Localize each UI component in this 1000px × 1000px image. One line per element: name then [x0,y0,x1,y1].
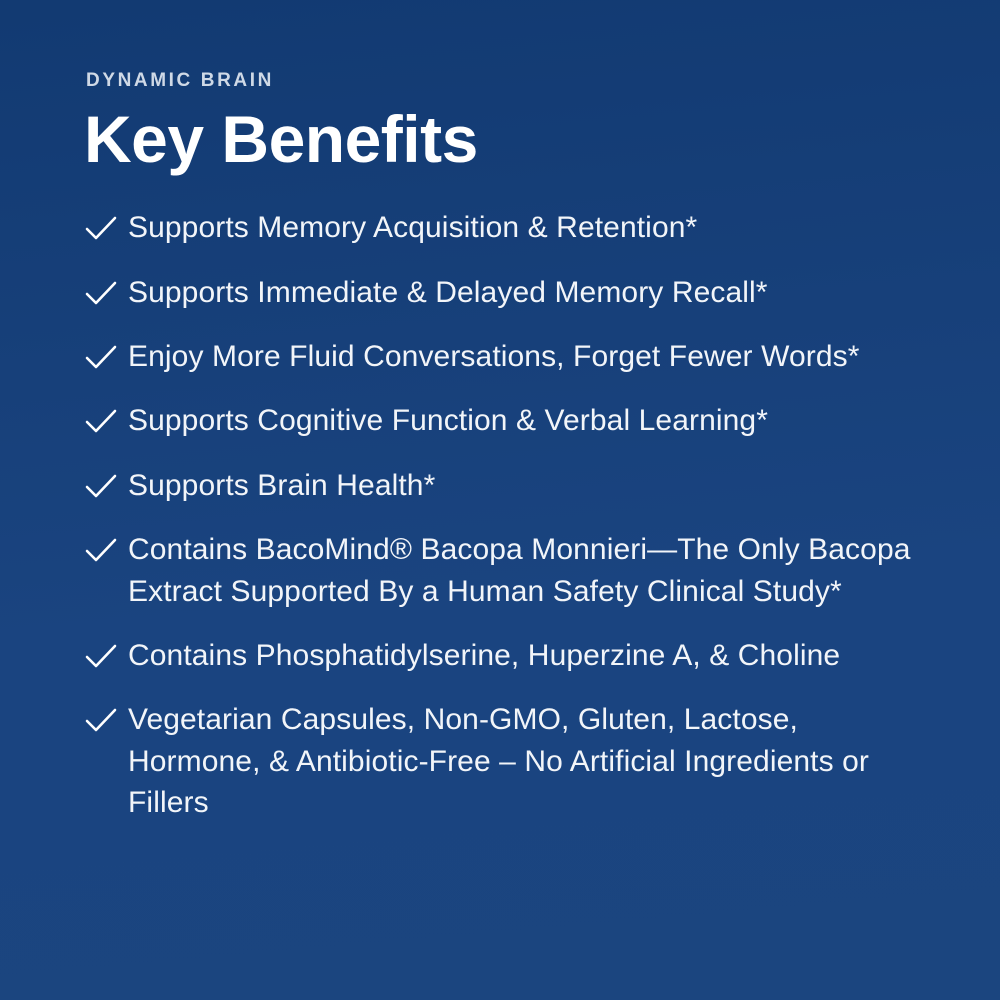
benefit-text: Supports Memory Acquisition & Retention* [128,211,698,245]
benefit-text: Supports Immediate & Delayed Memory Recall* [128,275,768,309]
list-item [84,336,920,377]
benefit-text: Vegetarian Capsules, Non-GMO, Gluten, Lactose, Hormone, & Antibiotic-Free – No Artificial Ingredients or Fillers [128,703,870,820]
check-icon [84,536,118,566]
benefit-text: Contains BacoMind® Bacopa Monnieri—The Only Bacopa Extract Supported By a Human Safety Clinical Study* [128,533,911,608]
check-icon [84,214,118,244]
list-item [84,699,920,823]
list-item [84,400,920,441]
list-item [84,207,920,248]
product-name-eyebrow: DYNAMIC BRAIN [86,70,274,91]
list-item [84,272,920,313]
benefit-text: Enjoy More Fluid Conversations, Forget Fewer Words* [128,340,860,374]
check-icon [84,472,118,502]
benefit-text: Contains Phosphatidylserine, Huperzine A, & Choline [128,639,841,673]
check-icon [84,407,118,437]
benefit-text: Supports Cognitive Function & Verbal Learning* [128,404,768,438]
check-icon [84,279,118,309]
check-icon [84,706,118,736]
page-title: Key Benefits [84,102,478,176]
benefits-list [84,207,920,823]
check-icon [84,642,118,672]
benefit-text: Supports Brain Health* [128,468,436,502]
list-item [84,465,920,506]
list-item [84,529,920,612]
check-icon [84,343,118,373]
list-item [84,635,920,676]
